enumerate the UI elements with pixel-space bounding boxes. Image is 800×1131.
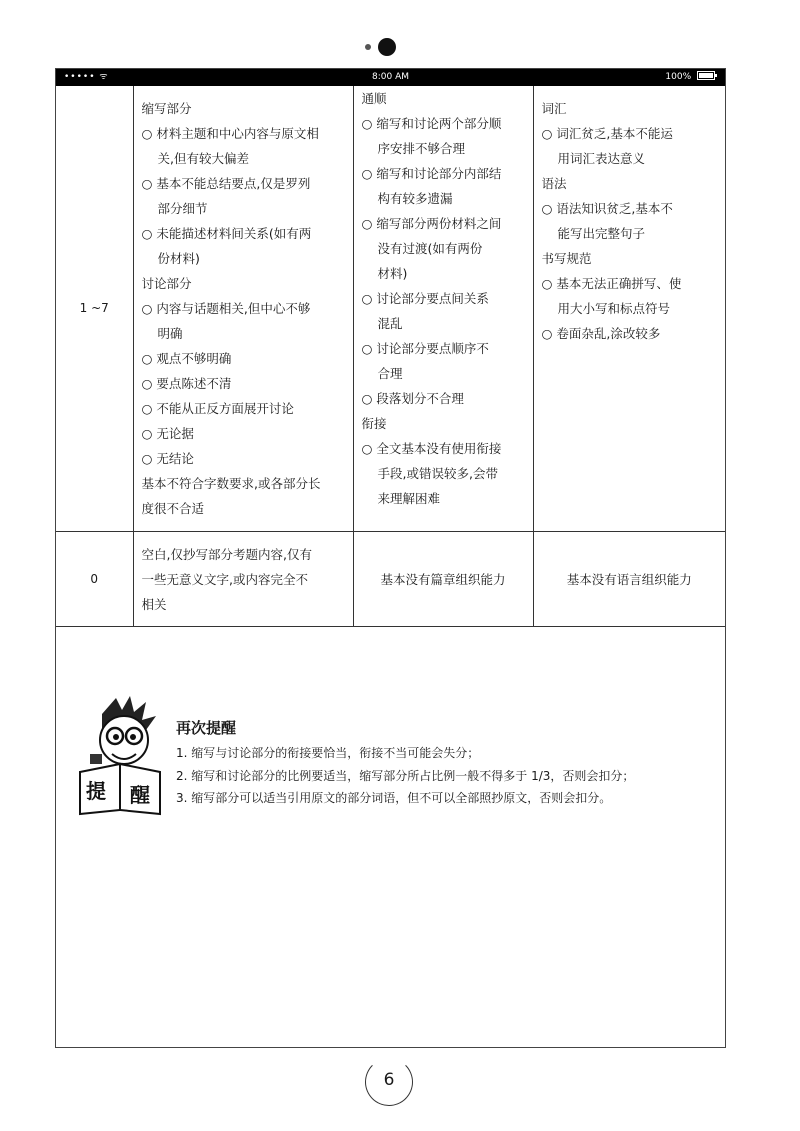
- content-frame: [55, 68, 726, 1048]
- cell-line: ○ 材料主题和中心内容与原文相: [141, 126, 319, 141]
- cell-line: 部分细节: [157, 201, 208, 216]
- cell-line: 用词汇表达意义: [557, 151, 646, 166]
- cell-line: 能写出完整句子: [557, 226, 646, 241]
- reminder-box: [62, 692, 722, 822]
- reminder-title: 再次提醒: [176, 719, 237, 737]
- cell-line: ○ 观点不够明确: [141, 351, 232, 366]
- cell-line: ○ 无论据: [141, 426, 194, 441]
- cell-line: 混乱: [377, 316, 403, 331]
- cell-heading-line: 基本不符合字数要求,或各部分长: [141, 476, 321, 491]
- cell-line: ○ 讨论部分要点顺序不: [361, 341, 489, 356]
- cell-line: 明确: [157, 326, 183, 341]
- cell-lines: [142, 96, 347, 521]
- rubric-table: [56, 86, 725, 627]
- cell-heading-line: 讨论部分: [141, 276, 192, 291]
- badge-char: 醒: [130, 783, 150, 807]
- cell-line: 没有过渡(如有两份: [377, 241, 483, 256]
- cell-line: 用大小写和标点符号: [557, 301, 671, 316]
- cell-heading-line: 通顺: [361, 91, 387, 106]
- reminder-item: 1. 缩写与讨论部分的衔接要恰当，衔接不当可能会失分；: [176, 746, 480, 760]
- large-dot-icon: [378, 38, 396, 56]
- cell-line: ○ 不能从正反方面展开讨论: [141, 401, 294, 416]
- cell-heading-line: 语法: [541, 176, 567, 191]
- score-cell: 0: [56, 532, 133, 627]
- battery-percent: 100%: [665, 72, 692, 82]
- reminder-item: 3. 缩写部分可以适当引用原文的部分词语，但不可以全部照抄原文，否则会扣分。: [176, 791, 612, 805]
- cell-line: ○ 缩写和讨论部分内部结: [361, 166, 502, 181]
- cell-line: 关,但有较大偏差: [157, 151, 249, 166]
- cell-line: ○ 要点陈述不清: [141, 376, 232, 391]
- language-cell: 基本没有语言组织能力: [533, 532, 725, 627]
- cell-line: 构有较多遗漏: [377, 191, 453, 206]
- page-number-badge: [365, 1058, 415, 1108]
- cell-line: ○ 段落划分不合理: [361, 391, 464, 406]
- reminder-list: [176, 742, 634, 810]
- cell-line: 材料): [377, 266, 408, 281]
- content-cell: [133, 86, 353, 532]
- cell-line: ○ 缩写部分两份材料之间: [361, 216, 502, 231]
- signal-indicator: ••••• ᯤ: [64, 72, 109, 82]
- top-decoration: [360, 38, 400, 58]
- small-dot-icon: [365, 44, 371, 50]
- cell-heading-line: 度很不合适: [141, 501, 205, 516]
- cell-heading-line: 缩写部分: [141, 101, 192, 116]
- cell-lines: [542, 96, 722, 346]
- table-row: [56, 532, 725, 627]
- cell-heading-line: 衔接: [361, 416, 387, 431]
- badge-char: 提: [86, 779, 106, 803]
- cell-heading-line: 一些无意义文字,或内容完全不: [141, 571, 308, 587]
- language-cell: [533, 86, 725, 532]
- cell-line: ○ 无结论: [141, 451, 194, 466]
- organization-cell: [353, 86, 533, 532]
- table-row: [56, 86, 725, 532]
- cell-line: ○ 内容与话题相关,但中心不够: [141, 301, 311, 316]
- cell-line: ○ 基本不能总结要点,仅是罗列: [141, 176, 311, 191]
- battery-indicator: [665, 69, 715, 86]
- mascot-reading-icon: [72, 692, 167, 817]
- cell-lines: [142, 542, 347, 617]
- cell-line: 来理解困难: [377, 491, 441, 506]
- cell-line: ○ 讨论部分要点间关系: [361, 291, 489, 306]
- cell-heading-line: 空白,仅抄写部分考题内容,仅有: [141, 546, 312, 562]
- cell-line: 序安排不够合理: [377, 141, 466, 156]
- cell-heading-line: 相关: [141, 596, 167, 612]
- cell-line: ○ 词汇贫乏,基本不能运: [541, 126, 673, 141]
- cell-line: ○ 卷面杂乱,涂改较多: [541, 326, 661, 341]
- cell-line: ○ 全文基本没有使用衔接: [361, 441, 502, 456]
- cell-line: ○ 缩写和讨论两个部分顺: [361, 116, 502, 131]
- cell-lines: [362, 86, 529, 511]
- status-bar: [56, 69, 725, 86]
- content-cell: [133, 532, 353, 627]
- cell-line: ○ 基本无法正确拼写、使: [541, 276, 682, 291]
- cell-line: ○ 未能描述材料间关系(如有两: [141, 226, 312, 241]
- cell-line: ○ 语法知识贫乏,基本不: [541, 201, 673, 216]
- battery-icon: [697, 71, 715, 80]
- reminder-item: 2. 缩写和讨论部分的比例要适当，缩写部分所占比例一般不得多于 1/3，否则会扣分；: [176, 768, 635, 783]
- status-time: 8:00 AM: [372, 72, 409, 82]
- cell-line: 手段,或错误较多,会带: [377, 466, 498, 481]
- cell-line: 合理: [377, 366, 403, 381]
- score-cell: 1 ~7: [56, 86, 133, 532]
- cell-heading-line: 书写规范: [541, 251, 592, 266]
- organization-cell: 基本没有篇章组织能力: [353, 532, 533, 627]
- page-number: 6: [383, 1070, 395, 1090]
- cell-heading-line: 词汇: [541, 101, 567, 116]
- cell-line: 份材料): [157, 251, 200, 266]
